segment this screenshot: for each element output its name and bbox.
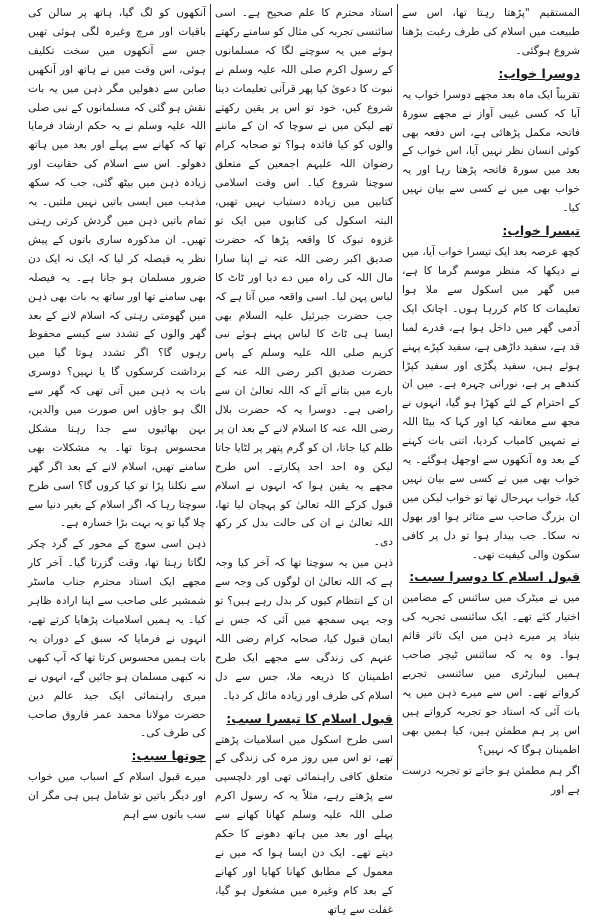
paragraph: استاد محترم کا علم صحیح ہے۔ اسی سائنسی تجربہ کی مثال کو سامنے رکھتے ہوئے میں یہ سوچنے لگا کہ مسلمانوں کے رسول اکرم صلی اللہ علیہ وسلم نے نبوت کا دعویٰ کیا پھر قرآنی تعلیمات دینا شروع کیں، خود تو اس پر یقین رکھتے تھے لیکن میں نے سوچا کہ ان کے ماننے والوں کو کیا فائدہ ہوا؟ تو صحابہ کرام رضوان اللہ علیہم اجمعین کے متعلق سوچنا شروع کیا۔ اس وقت اسلامی کتابیں میں زیادہ دستیاب نہیں تھیں، البتہ اسکول کی کتابوں میں ایک تو غزوہ تبوک کا واقعہ پڑھا کہ حضرت صدیق اکبر رضی اللہ عنہ نے اپنا سارا مال اللہ کی راہ میں دے دیا اور ٹاٹ کا لباس پہن لیا۔ اسی واقعہ میں آتا ہے کہ جب حضرت جبرئیل علیہ السلام بھی ایسا ہی ٹاٹ کا لباس پہنے ہوئے نبی کریم صلی اللہ علیہ وسلم کے پاس حضرت صدیق اکبر رضی اللہ عنہ کے بارے میں بتانے آئے کہ اللہ تعالیٰ ان سے راضی ہے۔ دوسرا یہ کہ حضرت بلال رضی اللہ عنہ کا اسلام لانے کے بعد ان پر ظلم کیا جاتا، ان کو گرم پتھر پر لٹایا جاتا لیکن وہ احد احد پکارتے۔ اس طرح مجھے یہ یقین ہوا کہ انہوں نے اسلام قبول کرکے اللہ تعالیٰ کو پہچان لیا تھا، اللہ تعالیٰ نے ان کی حالت بدل کر رکھ دی۔ (215, 7, 393, 549)
column-right (398, 4, 584, 796)
column-divider (210, 4, 211, 770)
column-middle (211, 4, 397, 916)
section-heading: قبول اسلام کا تیسرا سبب: (226, 710, 393, 726)
paragraph: کچھ عرصہ بعد ایک تیسرا خواب آیا، میں نے دیکھا کہ منظر موسم گرما کا ہے، میں گھر میں اسکول سے ملا ہوا تعلیمات کا کام کررہا ہوں۔ اچانک ایک آدمی گھر میں داخل ہوا ہے، قدرے لمبا قد ہے، سفید داڑھی ہے، سفید کپڑے پہنے ہوئے ہیں، سفید پگڑی اور سفید کپڑا کندھے پر ہے، نورانی چہرہ ہے۔ میں ان کے احترام کے لئے کھڑا ہو گیا، انہوں نے مجھ سے معانقہ کیا اور کہا کہ بیٹا اللہ نے تمہیں کامیاب کردیا، اتنی بات کہنے کے بعد وہ آنکھوں سے اوجھل ہوگئے۔ یہ خواب بھی میں نے کسی سے بیان نہیں کیا، خواب بہرحال تھا تو خواب لیکن میں ان بزرگ صاحب سے متاثر ہوا اور بھول نہ سکا۔ جب بیدار ہوا تو دل پر کافی سکون والی کیفیت تھی۔ (402, 246, 580, 561)
section-heading: قبول اسلام کا دوسرا سبب: (409, 569, 580, 585)
paragraph: میرے قبول اسلام کے اسباب میں خواب اور دیگر باتیں تو شامل ہیں ہی مگر ان سب باتوں سے اہم (28, 771, 206, 822)
column-divider (397, 4, 398, 770)
paragraph: اسی طرح اسکول میں اسلامیات پڑھتے تھے، تو اس میں روز مرہ کی زندگی کے متعلق کافی راہنمائی تھی اور دلچسپی سے پڑھتے رہے، مثلاً یہ کہ رسول اکرم صلی اللہ علیہ وسلم کھانا کھانے سے پہلے اور بعد میں ہاتھ دھونے کا حکم دیتے تھے۔ ایک دن ایسا ہوا کہ میں نے معمول کے مطابق کھانا کھایا اور کھانے کے بعد کام وغیرہ میں مشغول ہو گیا، غفلت سے ہاتھ (215, 733, 393, 916)
paragraph: تقریباً ایک ماہ بعد مجھے دوسرا خواب یہ آیا کہ کسی غیبی آواز نے مجھے سورۃ فاتحہ مکمل پڑھائی ہے، اس دفعہ بھی کوئی انسان نظر نہیں آیا، اس خواب کے بعد میں سورۃ فاتحہ پڑھتا رہا اور یہ خواب بھی میں نے کسی سے بیان نہیں کیا۔ (402, 88, 580, 215)
section-heading: چوتھا سبب: (131, 748, 206, 764)
paragraph: ذہن میں یہ سوچتا تھا کہ آخر کیا وجہ ہے کہ اللہ تعالیٰ ان لوگوں کی وجہ سے ان کے انتظام کیوں کر بدل رہے ہیں؟ تو وجہ یہی سمجھ میں آئی کہ جس نے ایمان قبول کیا، صحابہ کرام رضی اللہ عنہم کی زندگی سے مجھے ایک طرح اطمینان کا ذریعہ ملا، جس سے دل اسلام کی طرف اور زیادہ مائل کر دیا۔ (215, 557, 393, 702)
paragraph: آنکھوں کو لگ گیا، ہاتھ پر سالن کی باقیات اور مرچ وغیرہ لگی ہوئی تھیں جس سے آنکھوں میں سخت تکلیف ہوئی، اس وقت میں نے ہاتھ اور آنکھیں صابن سے دھولیں مگر ذہن میں یہ بات نقش ہو گئی کہ مسلمانوں کے نبی صلی اللہ علیہ وسلم نے یہ حکم ارشاد فرمایا تھا کہ کھانے سے پہلے اور بعد میں ہاتھ دھولو۔ اس سے اسلام کی حقانیت اور زیادہ ذہن میں بیٹھ گئی، جب کہ سکھ مذہب میں ایسی باتیں نہیں ملتیں۔ یہ تمام باتیں ذہن میں گردش کرتی رہتی تھیں۔ ان مذکورہ ساری باتوں کے پیش نظر یہ فیصلہ کر لیا کہ ایک نہ ایک دن ضرور مسلمان ہو جانا ہے۔ یہ فیصلہ بھی سامنے تھا اور ساتھ یہ بات بھی ذہن میں گھومتی رہتی کہ اسلام لانے کے بعد گھر والوں کے تشدد سے کیسے محفوظ رہوں گا؟ اگر تشدد ہوتا گیا میں برداشت کرسکوں گا یا نہیں؟ دوسری بات یہ ذہن میں آتی تھی کہ گھر سے الگ ہو جاؤں اس صورت میں والدین، بہن بھائیوں سے جدا رہنا مشکل محسوس ہوتا تھا۔ یہ مشکلات بھی سامنے تھیں، اسلام لانے کے بعد اگر گھر سے نکلنا پڑا تو کیا کروں گا؟ اسی طرح سوچتا رہا کہ اگر اسلام کے بغیر دنیا سے چلا گیا تو یہ بہت بڑا خسارہ ہے۔ (28, 7, 206, 530)
paragraph: المستقیم "پڑھتا رہتا تھا، اس سے طبیعت میں اسلام کی طرف رغبت بڑھنا شروع ہوگئی۔ (402, 7, 580, 57)
paragraph: میں نے میٹرک میں سائنس کے مضامین اختیار کئے تھے۔ ایک سائنسی تجربہ کی بنیاد پر میرے ذہن میں ایک تاثر قائم ہوا۔ وہ یہ کہ سائنس ٹیچر صاحب ہمیں لیبارٹری میں سائنسی تجربے کرواتے تھے۔ اس سے میرے ذہن میں یہ بات آئی کہ استاد جو تجربہ کرواتے ہیں اس پر ہم مطمئن ہیں، کیا ہمیں بھی اطمینان ہوگا کہ نہیں؟ (402, 592, 580, 756)
column-left (24, 4, 210, 822)
paragraph: ذہن اسی سوچ کے محور کے گرد چکر لگاتا رہتا تھا، وقت گزرتا گیا۔ آخر کار مجھے ایک استاد محترم جناب ماسٹر شمشیر علی صاحب سے اپنا ارادہ ظاہر کیا۔ یہ ہمیں اسلامیات پڑھایا کرتے تھے، انہوں نے فرمایا کہ سبق کے دوران یہ بات ہمیں محسوس کرتا تھا کہ آپ کبھی نہ کبھی مسلمان ہو جائیں گے، انہوں نے میری راہنمائی ایک جید عالم دین حضرت مولانا محمد عمر فاروق صاحب کی طرف کی۔ (28, 538, 206, 740)
section-heading: دوسرا خواب: (498, 65, 580, 81)
urdu-article-page (6, 4, 584, 916)
section-heading: تیسرا خواب: (502, 223, 580, 239)
paragraph: اگر ہم مطمئن ہو جاتے تو تجربہ درست ہے اور (402, 764, 580, 796)
